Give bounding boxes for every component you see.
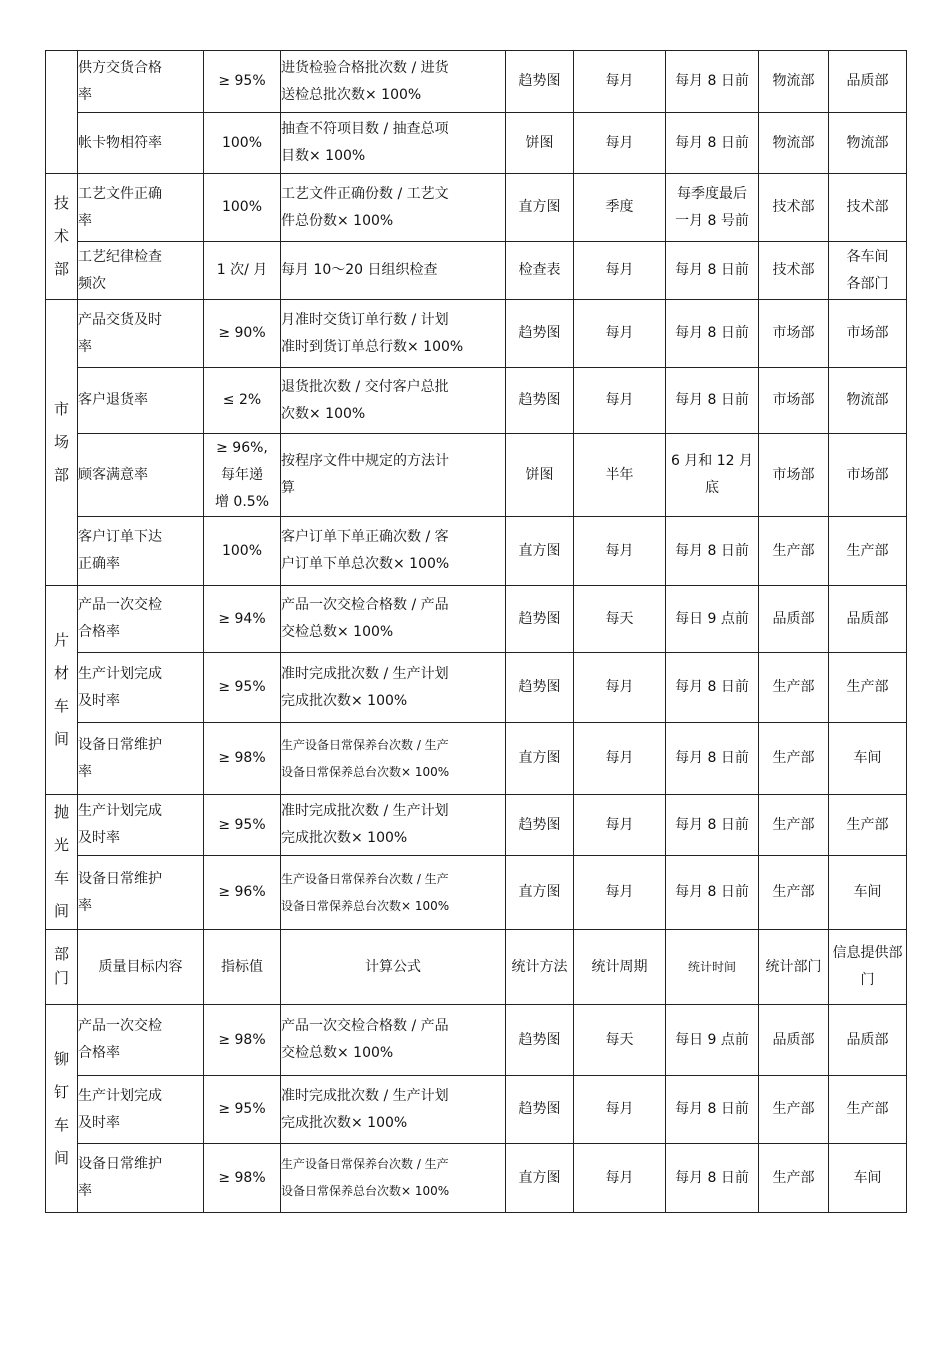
info-dept-cell: 市场部 [829, 300, 907, 368]
info-dept-cell: 物流部 [829, 113, 907, 174]
formula-cell: 准时完成批次数 / 生产计划 完成批次数× 100% [281, 795, 506, 856]
header-info-dept: 信息提供部门 [829, 930, 907, 1005]
method-cell: 直方图 [506, 856, 574, 930]
time-cell: 每月 8 日前 [666, 1076, 759, 1144]
time-cell: 每月 8 日前 [666, 368, 759, 434]
info-dept-cell: 物流部 [829, 368, 907, 434]
table-row [46, 1005, 907, 1076]
stat-dept-cell: 技术部 [759, 242, 829, 300]
target-value-cell: ≥ 96% [204, 856, 281, 930]
period-cell: 每月 [574, 1076, 666, 1144]
stat-dept-cell: 生产部 [759, 723, 829, 795]
target-value-cell: ≥ 96%, 每年递 增 0.5% [204, 434, 281, 517]
info-dept-cell: 品质部 [829, 586, 907, 653]
objective-cell: 产品一次交检 合格率 [78, 1005, 204, 1076]
formula-cell: 月准时交货订单行数 / 计划 准时到货订单总行数× 100% [281, 300, 506, 368]
stat-dept-cell: 生产部 [759, 517, 829, 586]
time-cell: 每月 8 日前 [666, 1144, 759, 1213]
formula-cell: 工艺文件正确份数 / 工艺文 件总份数× 100% [281, 174, 506, 242]
table-row [46, 434, 907, 517]
method-cell: 趋势图 [506, 653, 574, 723]
dept-cell: 市场部 [46, 300, 78, 586]
objective-cell: 工艺文件正确 率 [78, 174, 204, 242]
target-value-cell: ≥ 95% [204, 653, 281, 723]
table-row [46, 242, 907, 300]
time-cell: 每月 8 日前 [666, 517, 759, 586]
time-cell: 每月 8 日前 [666, 653, 759, 723]
stat-dept-cell: 品质部 [759, 1005, 829, 1076]
info-dept-cell: 各车间 各部门 [829, 242, 907, 300]
method-cell: 趋势图 [506, 300, 574, 368]
formula-cell: 客户订单下单正确次数 / 客 户订单下单总次数× 100% [281, 517, 506, 586]
period-cell: 每月 [574, 242, 666, 300]
dept-cell-empty [46, 51, 78, 174]
info-dept-cell: 车间 [829, 723, 907, 795]
target-value-cell: ≥ 90% [204, 300, 281, 368]
period-cell: 每月 [574, 856, 666, 930]
header-time: 统计时间 [666, 930, 759, 1005]
time-cell: 每季度最后 一月 8 号前 [666, 174, 759, 242]
table-row [46, 368, 907, 434]
stat-dept-cell: 市场部 [759, 434, 829, 517]
stat-dept-cell: 生产部 [759, 856, 829, 930]
header-stat-dept: 统计部门 [759, 930, 829, 1005]
method-cell: 趋势图 [506, 1076, 574, 1144]
method-cell: 饼图 [506, 113, 574, 174]
dept-cell: 抛光车间 [46, 795, 78, 930]
formula-cell: 退货批次数 / 交付客户总批 次数× 100% [281, 368, 506, 434]
table-row [46, 795, 907, 856]
objective-cell: 工艺纪律检查 频次 [78, 242, 204, 300]
time-cell: 每月 8 日前 [666, 242, 759, 300]
target-value-cell: 1 次/ 月 [204, 242, 281, 300]
formula-cell: 每月 10～20 日组织检查 [281, 242, 506, 300]
formula-cell: 按程序文件中规定的方法计 算 [281, 434, 506, 517]
table-row [46, 517, 907, 586]
formula-cell: 准时完成批次数 / 生产计划 完成批次数× 100% [281, 1076, 506, 1144]
table-header-row [46, 930, 907, 1005]
stat-dept-cell: 生产部 [759, 1144, 829, 1213]
period-cell: 每月 [574, 113, 666, 174]
info-dept-cell: 生产部 [829, 517, 907, 586]
table-row [46, 1144, 907, 1213]
target-value-cell: 100% [204, 517, 281, 586]
method-cell: 趋势图 [506, 586, 574, 653]
table-row [46, 586, 907, 653]
time-cell: 每日 9 点前 [666, 1005, 759, 1076]
method-cell: 趋势图 [506, 1005, 574, 1076]
target-value-cell: ≥ 95% [204, 51, 281, 113]
method-cell: 直方图 [506, 174, 574, 242]
header-method: 统计方法 [506, 930, 574, 1005]
formula-cell: 准时完成批次数 / 生产计划 完成批次数× 100% [281, 653, 506, 723]
stat-dept-cell: 市场部 [759, 368, 829, 434]
objective-cell: 供方交货合格 率 [78, 51, 204, 113]
table-row [46, 723, 907, 795]
period-cell: 每月 [574, 653, 666, 723]
objective-cell: 生产计划完成 及时率 [78, 795, 204, 856]
method-cell: 趋势图 [506, 51, 574, 113]
objective-cell: 设备日常维护 率 [78, 856, 204, 930]
method-cell: 直方图 [506, 517, 574, 586]
objective-cell: 设备日常维护 率 [78, 1144, 204, 1213]
period-cell: 每月 [574, 51, 666, 113]
target-value-cell: ≥ 98% [204, 1005, 281, 1076]
objective-cell: 生产计划完成 及时率 [78, 653, 204, 723]
objective-cell: 产品交货及时 率 [78, 300, 204, 368]
header-target-value: 指标值 [204, 930, 281, 1005]
time-cell: 每日 9 点前 [666, 586, 759, 653]
objective-cell: 客户退货率 [78, 368, 204, 434]
stat-dept-cell: 物流部 [759, 113, 829, 174]
time-cell: 每月 8 日前 [666, 856, 759, 930]
method-cell: 趋势图 [506, 795, 574, 856]
info-dept-cell: 车间 [829, 1144, 907, 1213]
period-cell: 每天 [574, 586, 666, 653]
quality-objectives-table [45, 50, 907, 1213]
table-row [46, 1076, 907, 1144]
info-dept-cell: 生产部 [829, 1076, 907, 1144]
method-cell: 趋势图 [506, 368, 574, 434]
info-dept-cell: 市场部 [829, 434, 907, 517]
stat-dept-cell: 生产部 [759, 653, 829, 723]
header-period: 统计周期 [574, 930, 666, 1005]
period-cell: 每月 [574, 723, 666, 795]
target-value-cell: 100% [204, 174, 281, 242]
period-cell: 每月 [574, 1144, 666, 1213]
stat-dept-cell: 技术部 [759, 174, 829, 242]
target-value-cell: ≥ 98% [204, 723, 281, 795]
formula-cell: 生产设备日常保养台次数 / 生产 设备日常保养总台次数× 100% [281, 1144, 506, 1213]
formula-cell: 抽查不符项目数 / 抽查总项 目数× 100% [281, 113, 506, 174]
period-cell: 每月 [574, 795, 666, 856]
table-row [46, 856, 907, 930]
objective-cell: 产品一次交检 合格率 [78, 586, 204, 653]
table-row [46, 113, 907, 174]
dept-cell: 片材车间 [46, 586, 78, 795]
info-dept-cell: 生产部 [829, 653, 907, 723]
header-dept: 部门 [46, 930, 78, 1005]
info-dept-cell: 品质部 [829, 51, 907, 113]
period-cell: 半年 [574, 434, 666, 517]
target-value-cell: ≥ 94% [204, 586, 281, 653]
time-cell: 每月 8 日前 [666, 51, 759, 113]
info-dept-cell: 生产部 [829, 795, 907, 856]
stat-dept-cell: 生产部 [759, 795, 829, 856]
info-dept-cell: 车间 [829, 856, 907, 930]
objective-cell: 生产计划完成 及时率 [78, 1076, 204, 1144]
period-cell: 每月 [574, 517, 666, 586]
target-value-cell: 100% [204, 113, 281, 174]
dept-cell: 技术部 [46, 174, 78, 300]
table-row [46, 174, 907, 242]
formula-cell: 进货检验合格批次数 / 进货 送检总批次数× 100% [281, 51, 506, 113]
objective-cell: 顾客满意率 [78, 434, 204, 517]
period-cell: 每天 [574, 1005, 666, 1076]
header-objective: 质量目标内容 [78, 930, 204, 1005]
method-cell: 直方图 [506, 723, 574, 795]
target-value-cell: ≥ 95% [204, 795, 281, 856]
time-cell: 每月 8 日前 [666, 723, 759, 795]
stat-dept-cell: 物流部 [759, 51, 829, 113]
time-cell: 每月 8 日前 [666, 300, 759, 368]
method-cell: 直方图 [506, 1144, 574, 1213]
time-cell: 6 月和 12 月 底 [666, 434, 759, 517]
formula-cell: 生产设备日常保养台次数 / 生产 设备日常保养总台次数× 100% [281, 856, 506, 930]
target-value-cell: ≥ 95% [204, 1076, 281, 1144]
stat-dept-cell: 生产部 [759, 1076, 829, 1144]
stat-dept-cell: 市场部 [759, 300, 829, 368]
stat-dept-cell: 品质部 [759, 586, 829, 653]
info-dept-cell: 品质部 [829, 1005, 907, 1076]
table-row [46, 653, 907, 723]
period-cell: 季度 [574, 174, 666, 242]
header-formula: 计算公式 [281, 930, 506, 1005]
target-value-cell: ≤ 2% [204, 368, 281, 434]
objective-cell: 帐卡物相符率 [78, 113, 204, 174]
time-cell: 每月 8 日前 [666, 113, 759, 174]
period-cell: 每月 [574, 368, 666, 434]
table-row [46, 300, 907, 368]
formula-cell: 产品一次交检合格数 / 产品 交检总数× 100% [281, 586, 506, 653]
period-cell: 每月 [574, 300, 666, 368]
objective-cell: 设备日常维护 率 [78, 723, 204, 795]
dept-cell: 铆钉车间 [46, 1005, 78, 1213]
table-row [46, 51, 907, 113]
info-dept-cell: 技术部 [829, 174, 907, 242]
method-cell: 检查表 [506, 242, 574, 300]
target-value-cell: ≥ 98% [204, 1144, 281, 1213]
time-cell: 每月 8 日前 [666, 795, 759, 856]
method-cell: 饼图 [506, 434, 574, 517]
objective-cell: 客户订单下达 正确率 [78, 517, 204, 586]
formula-cell: 产品一次交检合格数 / 产品 交检总数× 100% [281, 1005, 506, 1076]
formula-cell: 生产设备日常保养台次数 / 生产 设备日常保养总台次数× 100% [281, 723, 506, 795]
